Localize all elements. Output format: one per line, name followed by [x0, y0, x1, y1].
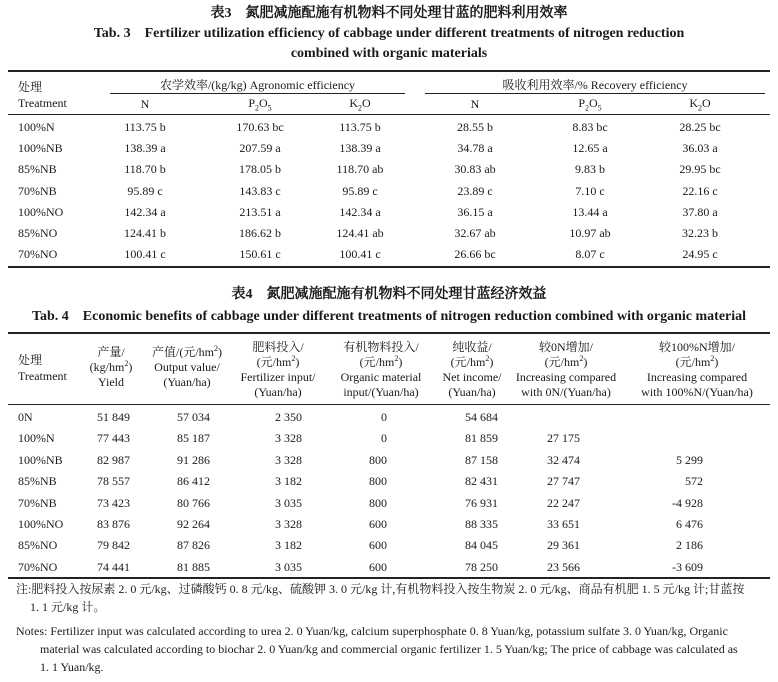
table3-header-treatment-cn: 处理 [18, 80, 43, 94]
table3-cell-re-p2o5: 12.65 a [572, 141, 608, 156]
table3-cell-re-n: 26.66 bc [454, 247, 496, 262]
notes-en: Notes: Fertilizer input was calculated according to urea 2. 0 Yuan/kg, calcium superphosphate 0. 8 Yuan/kg, potassium sulfate 3. 0 Yuan/kg, Organic material was calculated according to biochar 2. 0 Yuan/kg and commercial organic fertilizer 1. 5 Yuan/kg; The price of cabbage was calculated as 1. 1 Yuan/kg. [16, 624, 738, 674]
table3-cell-ae-p2o5: 186.62 b [239, 226, 281, 240]
table3-cell-re-n: 30.83 ab [454, 162, 496, 177]
table4-header-rule [8, 404, 770, 405]
table4-cell-increase-100n: 2 186 [676, 538, 703, 553]
table4-cell-increase-0n: 32 474 [547, 452, 580, 467]
table4-cell-treatment: 85%NO [18, 538, 58, 553]
table3-sub-k2o-ae: $K_2O$ [349, 96, 371, 113]
table4-cell-organic: 800 [369, 474, 387, 489]
table3-cell-ae-n: 113.75 b [124, 120, 166, 134]
table3-group2-rule [425, 93, 765, 94]
table4-cell-net-income: 84 045 [465, 538, 498, 553]
table4-cell-output: 91 286 [177, 452, 210, 467]
table4-header-treatment-cn: 处理 [18, 353, 43, 367]
table4-cell-increase-0n: 23 566 [547, 559, 580, 574]
table3-cell-re-k2o: 36.03 a [682, 141, 718, 156]
table3-cell-re-k2o: 32.23 b [682, 226, 718, 240]
table4-cell-increase-100n: -4 928 [672, 495, 703, 510]
table3-cell-re-n: 34.78 a [457, 141, 493, 156]
table4-cell-net-income: 78 250 [465, 559, 498, 574]
table4-header-net-income: 纯收益/ (元$/hm^2$) Net income/ (Yuan/ha) [442, 340, 502, 399]
table4-header-increase-100n: 较100%N增加/ (元$/hm^2$) Increasing compared with 100%N/(Yuan/ha) [641, 340, 753, 399]
table4-cell-net-income: 82 431 [465, 474, 498, 489]
table4-cell-increase-100n: 5 299 [676, 452, 703, 467]
table4-cell-organic: 0 [381, 431, 387, 446]
table4-cell-treatment: 100%N [18, 431, 55, 446]
table4-cell-fertilizer: 3 328 [275, 431, 302, 446]
table4-cell-organic: 800 [369, 452, 387, 467]
table3-cell-treatment: 85%NB [18, 162, 57, 177]
table4-bottom-rule [8, 577, 770, 579]
table4-cell-yield: 51 849 [97, 410, 130, 424]
table3-cell-treatment: 85%NO [18, 226, 58, 240]
table3-caption-cn: 表3 氮肥减施配施有机物料不同处理甘蓝的肥料利用效率 [210, 6, 568, 21]
table4-header-increase-0n: 较0N增加/ (元$/hm^2$) Increasing compared with 0N/(Yuan/ha) [515, 340, 617, 399]
table3-cell-re-n: 23.89 c [457, 183, 493, 198]
table4-cell-output: 80 766 [177, 495, 210, 510]
table3-cell-ae-k2o: 118.70 ab [336, 162, 384, 177]
table4-cell-increase-0n: 27 747 [547, 474, 580, 489]
table3-sub-k2o-re: $K_2O$ [689, 96, 711, 113]
table4-cell-net-income: 76 931 [465, 495, 498, 510]
table4-cell-yield: 77 443 [97, 431, 130, 446]
table4-cell-organic: 600 [369, 559, 387, 574]
table3-cell-treatment: 100%NO [18, 204, 64, 219]
table4-cell-increase-100n: -3 609 [672, 559, 703, 574]
table4-header-treatment-en: Treatment [18, 369, 67, 383]
table4-cell-net-income: 54 684 [465, 410, 498, 424]
table4-cell-increase-0n: 29 361 [547, 538, 580, 553]
table3-caption-en-line2: combined with organic materials [290, 46, 488, 61]
table4-header-fertilizer: 肥料投入/ (元$/hm^2$) Fertilizer input/ (Yuan/ha) [240, 340, 316, 399]
table4-cell-yield: 83 876 [97, 517, 130, 531]
table4-cell-increase-100n: 6 476 [676, 517, 703, 531]
table3-header-rule [8, 114, 770, 115]
table4-cell-output: 81 885 [177, 559, 210, 574]
table4-cell-net-income: 87 158 [465, 452, 498, 467]
table4-cell-yield: 74 441 [97, 559, 130, 574]
table3-bottom-rule [8, 266, 770, 268]
table4-cell-fertilizer: 3 328 [275, 517, 302, 531]
table4-top-rule [8, 332, 770, 334]
table3-cell-ae-p2o5: 150.61 c [239, 247, 281, 262]
table3-header-treatment-en: Treatment [18, 96, 67, 110]
table3-cell-re-p2o5: 7.10 c [575, 183, 605, 198]
table3-cell-ae-k2o: 95.89 c [342, 183, 378, 198]
table3-cell-treatment: 70%NO [18, 247, 58, 262]
table4-cell-treatment: 70%NB [18, 495, 57, 510]
table3-cell-re-p2o5: 10.97 ab [569, 226, 611, 240]
table4-cell-output: 86 412 [177, 474, 210, 489]
table4-cell-treatment: 0N [18, 410, 33, 424]
table3-cell-treatment: 100%NB [18, 141, 63, 156]
table4-cell-output: 87 826 [177, 538, 210, 553]
table4-cell-fertilizer: 3 035 [275, 495, 302, 510]
table3-cell-ae-p2o5: 143.83 c [239, 183, 281, 198]
table3-cell-ae-k2o: 142.34 a [339, 204, 381, 219]
table3-cell-ae-p2o5: 207.59 a [239, 141, 281, 156]
table3-top-rule [8, 70, 770, 72]
table3-cell-ae-n: 100.41 c [124, 247, 166, 262]
table4-cell-treatment: 70%NO [18, 559, 58, 574]
table3-cell-re-k2o: 28.25 bc [679, 120, 721, 134]
table3-cell-ae-k2o: 138.39 a [339, 141, 381, 156]
table4-cell-output: 57 034 [177, 410, 210, 424]
table3-cell-treatment: 70%NB [18, 183, 57, 198]
table4-cell-increase-0n: 33 651 [547, 517, 580, 531]
table4-cell-organic: 600 [369, 517, 387, 531]
table3-cell-ae-n: 124.41 b [124, 226, 166, 240]
table4-cell-organic: 600 [369, 538, 387, 553]
table3-sub-n-re: N [470, 97, 480, 111]
table4-cell-increase-100n: 572 [685, 474, 703, 489]
table4-cell-treatment: 100%NB [18, 452, 63, 467]
table3-cell-ae-k2o: 124.41 ab [336, 226, 384, 240]
table4-cell-yield: 82 987 [97, 452, 130, 467]
table3-cell-re-n: 32.67 ab [454, 226, 496, 240]
table3-header-agronomic: 农学效率/(kg/kg) Agronomic efficiency [159, 78, 356, 92]
table3-cell-ae-k2o: 113.75 b [339, 120, 381, 134]
table4-cell-fertilizer: 3 182 [275, 474, 302, 489]
table4-cell-fertilizer: 3 035 [275, 559, 302, 574]
table3-cell-re-p2o5: 13.44 a [572, 204, 608, 219]
table3-sub-n-ae: N [140, 97, 150, 111]
table4-cell-treatment: 100%NO [18, 517, 64, 531]
table3-sub-p2o5-ae: $P_2O_5$ [248, 96, 272, 113]
table4-cell-output: 85 187 [177, 431, 210, 446]
table4-cell-increase-0n: 27 175 [547, 431, 580, 446]
table4-cell-organic: 0 [381, 410, 387, 424]
table3-cell-re-k2o: 29.95 bc [679, 162, 721, 177]
table4-cell-yield: 78 557 [97, 474, 130, 489]
table3-cell-ae-p2o5: 170.63 bc [236, 120, 284, 134]
table3-group1-rule [110, 93, 405, 94]
table3-cell-ae-p2o5: 213.51 a [239, 204, 281, 219]
table3-cell-treatment: 100%N [18, 120, 55, 134]
table4-header-organic: 有机物料投入/ (元$/hm^2$) Organic material input/(Yuan/ha) [340, 340, 422, 399]
table3-caption-en-line1: Tab. 3 Fertilizer utilization efficiency of cabbage under different treatments of nitrogen reduction [93, 26, 685, 41]
table4-header-output: 产值/(元$/hm^2$) Output value/ (Yuan/ha) [152, 344, 222, 389]
table3-cell-ae-n: 142.34 a [124, 204, 166, 219]
table4-cell-fertilizer: 2 350 [275, 410, 302, 424]
table4-cell-yield: 79 842 [97, 538, 130, 553]
table3-cell-ae-n: 95.89 c [127, 183, 163, 198]
table3-cell-re-n: 36.15 a [457, 204, 493, 219]
table3-sub-p2o5-re: $P_2O_5$ [578, 96, 602, 113]
table3-cell-ae-k2o: 100.41 c [339, 247, 381, 262]
table4-cell-increase-0n: 22 247 [547, 495, 580, 510]
table3-cell-re-p2o5: 8.07 c [575, 247, 605, 262]
table3-cell-re-p2o5: 8.83 bc [572, 120, 608, 134]
table3-cell-re-n: 28.55 b [457, 120, 493, 134]
table4-cell-fertilizer: 3 182 [275, 538, 302, 553]
table3-cell-re-k2o: 37.80 a [682, 204, 718, 219]
table3-header-recovery: 吸收利用效率/% Recovery efficiency [502, 78, 688, 92]
table4-cell-net-income: 81 859 [465, 431, 498, 446]
table3-cell-re-k2o: 24.95 c [682, 247, 718, 262]
table4-cell-output: 92 264 [177, 517, 210, 531]
table4-cell-fertilizer: 3 328 [275, 452, 302, 467]
table4-cell-net-income: 88 335 [465, 517, 498, 531]
table4-cell-yield: 73 423 [97, 495, 130, 510]
table4-caption-en: Tab. 4 Economic benefits of cabbage under different treatments of nitrogen reduction combined with organic material [31, 309, 747, 324]
table4-cell-organic: 800 [369, 495, 387, 510]
table3-cell-re-k2o: 22.16 c [682, 183, 718, 198]
table3-cell-ae-n: 138.39 a [124, 141, 166, 156]
notes-cn: 注:肥料投入按尿素 2. 0 元/kg、过磷酸钙 0. 8 元/kg、硫酸钾 3. 0 元/kg 计,有机物料投入按生物炭 2. 0 元/kg、商品有机肥 1. 5 元/kg 计;甘蓝按 1. 1 元/kg 计。 [16, 582, 745, 614]
table3-cell-re-p2o5: 9.83 b [575, 162, 605, 177]
table3-cell-ae-n: 118.70 b [124, 162, 166, 177]
table4-header-yield: 产量/ $(kg/hm^2)$ Yield [89, 345, 133, 389]
table4-cell-treatment: 85%NB [18, 474, 57, 489]
table3-cell-ae-p2o5: 178.05 b [239, 162, 281, 177]
table4-caption-cn: 表4 氮肥减施配施有机物料不同处理甘蓝经济效益 [231, 287, 547, 302]
